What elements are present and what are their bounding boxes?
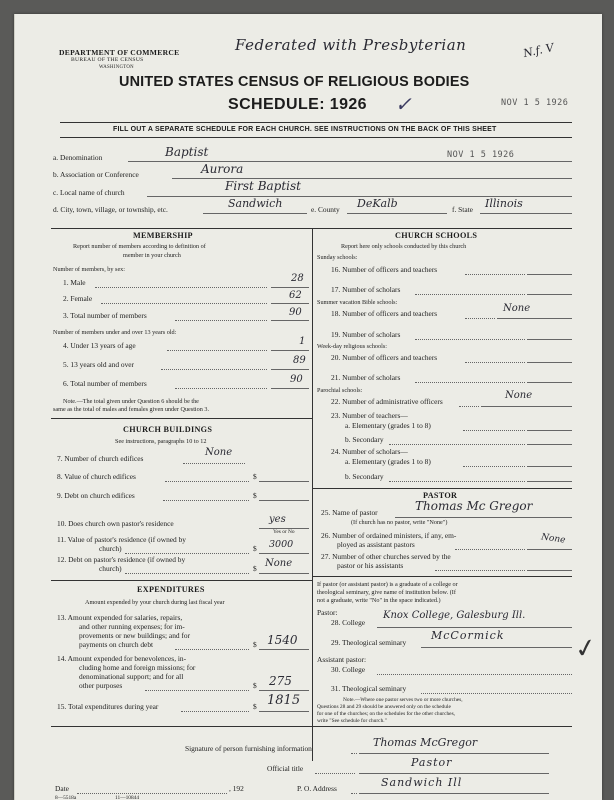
q10-value: yes [269, 514, 286, 525]
membership-intro-2: member in your church [123, 252, 181, 259]
date-label: Date [55, 784, 69, 793]
membership-intro-1: Report number of members according to definition of [73, 243, 206, 250]
q18-value: None [503, 303, 531, 314]
official-title-value: Pastor [411, 756, 453, 769]
q11-value: 3000 [269, 539, 294, 550]
state-value: Illinois [485, 197, 523, 210]
association-label: b. Association or Conference [53, 170, 139, 179]
census-schedule-sheet [14, 14, 602, 800]
q14-dollar: $ [253, 681, 257, 690]
q15-label: 15. Total expenditures during year [57, 702, 159, 711]
county-label: e. County [311, 205, 340, 214]
signature-label: Signature of person furnishing information [185, 744, 312, 753]
summer-schools-label: Summer vacation Bible schools: [317, 299, 398, 306]
q27-label-1: 27. Number of other churches served by the [321, 552, 451, 561]
q7-value: None [205, 447, 233, 458]
q24-label: 24. Number of scholars— [331, 447, 408, 456]
schools-heading: CHURCH SCHOOLS [395, 231, 478, 240]
q13-value: 1540 [267, 633, 298, 647]
q13-label-2: and other running expenses; for im- [79, 622, 185, 631]
sunday-schools-label: Sunday schools: [317, 254, 358, 261]
q23a-label: a. Elementary (grades 1 to 8) [345, 421, 431, 430]
official-title-label: Official title [267, 764, 304, 773]
q5-value: 89 [293, 355, 306, 366]
q31-label: 31. Theological seminary [331, 684, 407, 693]
denomination-date-stamp: NOV 1 5 1926 [447, 150, 515, 160]
instruction-banner: FILL OUT A SEPARATE SCHEDULE FOR EACH CHURCH. SEE INSTRUCTIONS ON THE BACK OF THIS SHEET [113, 126, 497, 133]
pastor-heading: PASTOR [423, 491, 458, 500]
expenditures-intro: Amount expended by your church during last fiscal year [85, 599, 225, 606]
q23-label: 23. Number of teachers— [331, 411, 408, 420]
q4-value: 1 [299, 336, 306, 347]
q26-label-2: ployed as assistant pastors [337, 540, 415, 549]
department-label: DEPARTMENT OF COMMERCE [59, 48, 180, 57]
yes-no-hint: Yes or No [273, 529, 295, 535]
bureau-label: BUREAU OF THE CENSUS [71, 57, 144, 63]
pastor-end-note-4: write "See schedule for church." [317, 718, 387, 724]
q12-label-2: church) [99, 564, 122, 573]
schools-intro: Report here only schools conducted by this church [341, 243, 467, 250]
q19-label: 19. Number of scholars [331, 330, 401, 339]
q15-dollar: $ [253, 702, 257, 711]
q12-dollar: $ [253, 564, 257, 573]
q11-dollar: $ [253, 544, 257, 553]
q6-value: 90 [290, 374, 303, 385]
q14-label-2: cluding home and foreign missions; for [79, 663, 196, 672]
q7-label: 7. Number of church edifices [57, 454, 144, 463]
pastor-end-note-2: Questions 28 and 29 should be answered only on the schedule [317, 704, 451, 710]
q21-label: 21. Number of scholars [331, 373, 401, 382]
q24a-label: a. Elementary (grades 1 to 8) [345, 457, 431, 466]
q22-label: 22. Number of administrative officers [331, 397, 443, 406]
q1-label: 1. Male [63, 278, 86, 287]
q13-label-1: 13. Amount expended for salaries, repairs, [57, 613, 183, 622]
q3-value: 90 [289, 307, 302, 318]
association-value: Aurora [201, 162, 244, 176]
q13-label-3: provements or new buildings; and for [79, 631, 191, 640]
q13-label-4: payments on church debt [79, 640, 154, 649]
po-address-value: Sandwich Ill [381, 776, 463, 789]
check-mark-icon: ✓ [395, 92, 412, 116]
q1-value: 28 [291, 273, 304, 284]
q28-label: 28. College [331, 618, 366, 627]
q14-label-3: denominational support; and for all [79, 672, 184, 681]
pastor-end-note-1: Note.—Where one pastor serves two or more churches, [343, 697, 463, 703]
q30-label: 30. College [331, 665, 366, 674]
local-name-value: First Baptist [225, 179, 301, 193]
members-by-age-label: Number of members under and over 13 years old: [53, 329, 177, 336]
q8-dollar: $ [253, 472, 257, 481]
county-value: DeKalb [357, 197, 398, 210]
q29-value: McCormick [431, 629, 505, 642]
membership-note-2: same as the total of males and females given under Question 3. [53, 406, 210, 413]
q23b-label: b. Secondary [345, 435, 384, 444]
q25-value: Thomas Mc Gregor [415, 499, 533, 513]
state-label: f. State [452, 205, 473, 214]
city-label: WASHINGTON [99, 65, 134, 70]
q26-label-1: 26. Number of ordained ministers, if any, em- [321, 531, 457, 540]
pastor-end-note-3: for one of the churches; on the schedules for the other churches, [317, 711, 456, 717]
graduate-note-1: If pastor (or assistant pastor) is a graduate of a college or [317, 581, 458, 588]
q2-value: 62 [289, 290, 302, 301]
handwritten-margin-mark: N.f. V [521, 40, 556, 61]
form-title: UNITED STATES CENSUS OF RELIGIOUS BODIES [119, 74, 470, 90]
q12-label-1: 12. Debt on pastor's residence (if owned by [57, 555, 186, 564]
q11-label-2: church) [99, 544, 122, 553]
form-subtitle: SCHEDULE: 1926 [228, 96, 367, 113]
denomination-value: Baptist [165, 145, 209, 159]
local-name-label: c. Local name of church [53, 188, 125, 197]
handwritten-federation-note: Federated with Presbyterian [235, 36, 467, 54]
form-number: 8—5518a [55, 795, 77, 800]
q5-label: 5. 13 years old and over [63, 360, 135, 369]
q12-value: None [265, 558, 293, 569]
po-address-label: P. O. Address [297, 784, 337, 793]
q15-value: 1815 [267, 693, 301, 708]
graduate-note-3: not a graduate, write "No" in the space indicated.) [317, 597, 441, 604]
denomination-label: a. Denomination [53, 153, 103, 162]
parochial-schools-label: Parochial schools: [317, 387, 363, 394]
q28-value: Knox College, Galesburg Ill. [383, 610, 526, 621]
q6-label: 6. Total number of members [63, 379, 147, 388]
q18-label: 18. Number of officers and teachers [331, 309, 438, 318]
members-by-sex-label: Number of members, by sex: [53, 266, 125, 273]
q10-label: 10. Does church own pastor's residence [57, 519, 174, 528]
city-town-label: d. City, town, village, or township, etc. [53, 205, 168, 214]
q16-label: 16. Number of officers and teachers [331, 265, 438, 274]
city-town-value: Sandwich [228, 197, 283, 210]
q22-value: None [505, 390, 533, 401]
q26-value: None [540, 532, 566, 546]
q9-label: 9. Debt on church edifices [57, 491, 135, 500]
print-number: 11—10844 [115, 795, 140, 800]
q14-value: 275 [269, 674, 292, 688]
received-date-stamp: NOV 1 5 1926 [501, 98, 569, 108]
q14-label-4: other purposes [79, 681, 123, 690]
q14-label-1: 14. Amount expended for benevolences, in- [57, 654, 187, 663]
buildings-intro: See instructions, paragraphs 10 to 12 [115, 438, 207, 445]
q13-dollar: $ [253, 640, 257, 649]
q27-label-2: pastor or his assistants [337, 561, 404, 570]
q24b-label: b. Secondary [345, 472, 384, 481]
q25-label: 25. Name of pastor [321, 508, 378, 517]
date-year: , 192 [229, 784, 244, 793]
q29-label: 29. Theological seminary [331, 638, 407, 647]
q17-label: 17. Number of scholars [331, 285, 401, 294]
q4-label: 4. Under 13 years of age [63, 341, 136, 350]
q11-label-1: 11. Value of pastor's residence (if owned by [57, 535, 186, 544]
expenditures-heading: EXPENDITURES [137, 585, 205, 594]
signature-value: Thomas McGregor [373, 736, 478, 749]
q9-dollar: $ [253, 491, 257, 500]
assistant-pastor-subheading: Assistant pastor: [317, 655, 367, 664]
margin-check-icon: ✓ [572, 632, 600, 665]
q20-label: 20. Number of officers and teachers [331, 353, 438, 362]
q25-note: (If church has no pastor, write "None") [351, 519, 448, 526]
pastor-subheading: Pastor: [317, 608, 338, 617]
membership-note-1: Note.—The total given under Question 6 should be the [63, 398, 199, 405]
graduate-note-2: theological seminary, give name of institution below. (If [317, 589, 456, 596]
weekday-schools-label: Week-day religious schools: [317, 343, 387, 350]
membership-heading: MEMBERSHIP [133, 231, 193, 240]
q8-label: 8. Value of church edifices [57, 472, 136, 481]
q3-label: 3. Total number of members [63, 311, 147, 320]
q2-label: 2. Female [63, 294, 93, 303]
buildings-heading: CHURCH BUILDINGS [123, 425, 213, 434]
